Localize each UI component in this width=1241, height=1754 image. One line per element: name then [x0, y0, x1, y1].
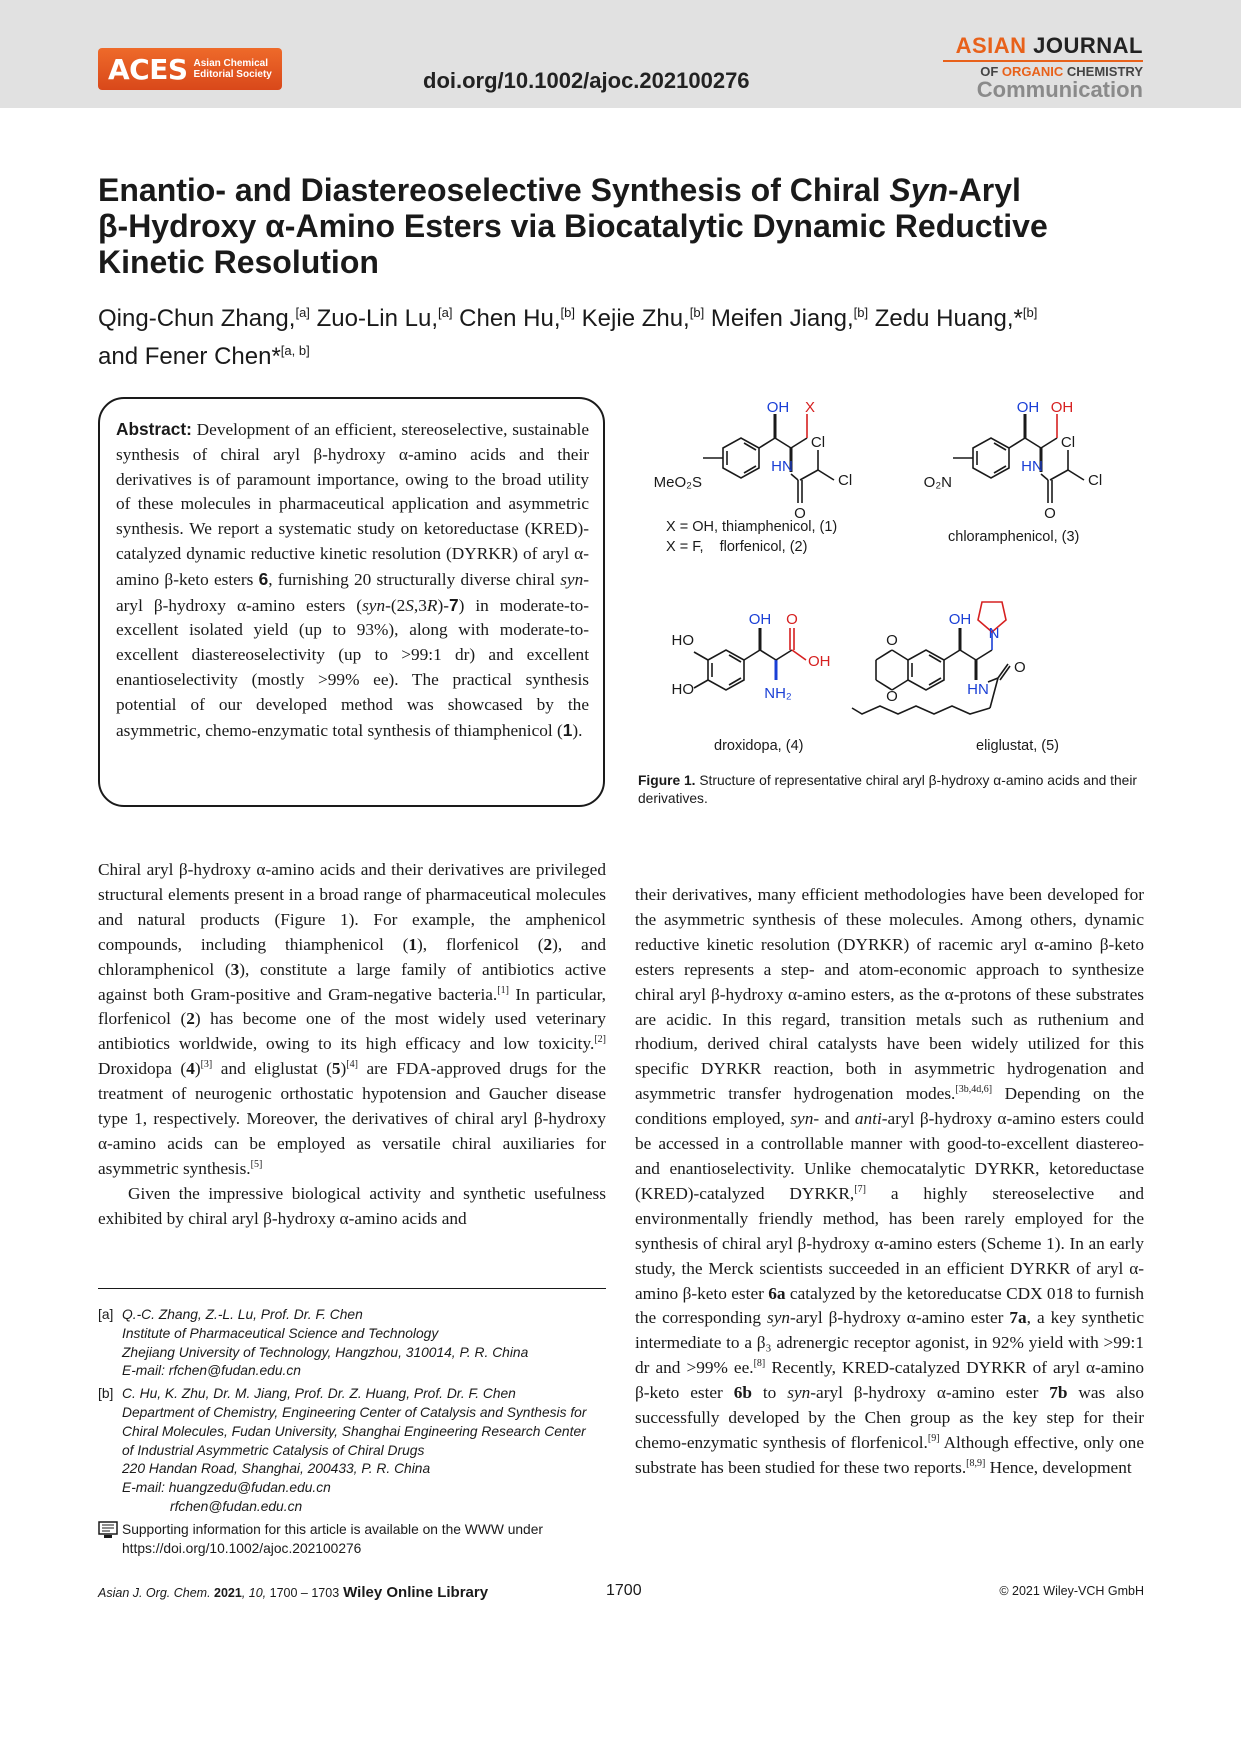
- figure-1-structures: [638, 388, 1148, 768]
- label-n: N: [988, 625, 1000, 642]
- label-droxidopa: droxidopa, (4): [714, 738, 804, 754]
- label-oh: OH: [948, 611, 972, 628]
- supporting-info: [98, 1521, 606, 1559]
- article-title: Enantio- and Diastereoselective Synthesis of Chiral Syn-Aryl β-Hydroxy α-Amino Esters via Biocatalytic Dynamic Reductive Kinetic Resolution: [98, 172, 1048, 280]
- label-florfenicol: X = F, florfenicol, (2): [666, 539, 808, 555]
- page-number: 1700: [606, 1582, 642, 1599]
- label-hn: HN: [771, 458, 793, 475]
- doi-link[interactable]: doi.org/10.1002/ajoc.202100276: [423, 68, 750, 93]
- author-list: Qing-Chun Zhang,[a] Zuo-Lin Lu,[a] Chen Hu,[b] Kejie Zhu,[b] Meifen Jiang,[b] Zedu Huang,*[b] and Fener Chen*[a, b]: [98, 305, 1038, 370]
- copyright: © 2021 Wiley-VCH GmbH: [999, 1584, 1144, 1598]
- label-eliglustat: eliglustat, (5): [976, 738, 1060, 754]
- footnote-b-body: C. Hu, K. Zhu, Dr. M. Jiang, Prof. Dr. Z. Huang, Prof. Dr. F. Chen Department of Chemistry, Engineering Center of Catalysis and Synthesis for Chiral Molecules, Fudan University, Shanghai Engineering Research Center of Industrial Asymmetric Catalysis of Chiral Drugs 220 Handan Road, Shanghai, 200433, P. R. China E-mail: huangzedu@fudan.edu.cn rfchen@fudan.edu.cn: [122, 1386, 587, 1514]
- figure-caption: Figure 1. Structure of representative chiral aryl β-hydroxy α-amino acids and their derivatives.: [638, 773, 1138, 806]
- label-cl: Cl: [1088, 472, 1103, 489]
- label-oh: OH: [808, 653, 831, 670]
- structure-droxidopa: [694, 628, 806, 690]
- label-oh: OH: [766, 399, 790, 416]
- label-cl: Cl: [810, 434, 826, 451]
- label-x: X: [804, 399, 816, 416]
- label-o: O: [886, 632, 898, 649]
- label-hn: HN: [967, 681, 989, 698]
- label-meo2s: MeO₂S: [653, 474, 702, 491]
- label-o: O: [1014, 659, 1026, 676]
- paragraph: Chiral aryl β-hydroxy α-amino acids and their derivatives are privileged structural elements present in a broad range of pharmaceutical molecules and natural products (Figure 1). For example, the amphenicol compounds, including thiamphenicol (1), florfenicol (2), and chloramphenicol (3), constitute a large family of antibiotics active against both Gram-positive and Gram-negative bacteria.[1] In particular, florfenicol (2) has become one of the most widely used veterinary antibiotics worldwide, owing to its high efficacy and low toxicity.[2] Droxidopa (4)[3] and eliglustat (5)[4] are FDA-approved drugs for the treatment of neurogenic orthostatic hypotension and Gaucher disease type 1, respectively. Moreover, the derivatives of chiral aryl β-hydroxy α-amino acids can be employed as versatile chiral auxiliaries for asymmetric synthesis.[5]: [98, 860, 606, 1178]
- body-column-right: [635, 883, 1144, 1481]
- figure-1: [638, 388, 1148, 768]
- label-oh: OH: [1050, 399, 1074, 416]
- body-column-left: [98, 858, 606, 1232]
- aces-logo: [98, 48, 282, 90]
- paragraph: their derivatives, many efficient methodologies have been developed for the asymmetric synthesis of these molecules. Among others, dynamic reductive kinetic resolution (DYRKR) of racemic aryl α-amino β-keto esters represents a step- and atom-economic approach to synthesize chiral aryl β-hydroxy α-amino esters, as the α-protons of these substrates are acidic. In this regard, transition metals such as ruthenium and rhodium, derived chiral catalysts have been widely utilized for this specific DYRKR reaction, both in asymmetric hydrogenation and asymmetric transfer hydrogenation modes.[3b,4d,6] Depending on the conditions employed, syn- and anti-aryl β-hydroxy α-amino esters could be accessed in a controllable manner with good-to-excellent diastereo- and enantioselectivity. Unlike chemocatalytic DYRKR, ketoreductase (KRED)-catalyzed DYRKR,[7] a highly stereoselective and environmentally friendly method, has been rarely employed for the synthesis of chiral aryl β-hydroxy α-amino esters (Scheme 1). In an early study, the Merck scientists succeeded in an efficient DYRKR of aryl α-amino β-keto ester 6a catalyzed by the ketoreducatse CDX 018 to furnish the corresponding syn-aryl β-hydroxy α-amino ester 7a, a key synthetic intermediate to a β₃ adrenergic receptor agonist, in 92% yield with >99:1 dr and >99% ee.[8] Recently, KRED-catalyzed DYRKR of aryl α-amino β-keto ester 6b to syn-aryl β-hydroxy α-amino ester 7b was also successfully developed by the Chen group as the key step for their chemo-enzymatic synthesis of florfenicol.[9] Although effective, only one substrate has been studied for these two reports.[8,9] Hence, development: [635, 885, 1145, 1477]
- supporting-info-link[interactable]: https://doi.org/10.1002/ajoc.202100276: [122, 1540, 362, 1556]
- computer-monitor-icon: [98, 1521, 122, 1559]
- label-o: O: [786, 611, 798, 628]
- label-ho: HO: [671, 681, 694, 698]
- label-cl: Cl: [838, 472, 853, 489]
- label-thiamphenicol: X = OH, thiamphenicol, (1): [666, 519, 838, 535]
- journal-logo-line2: OF ORGANIC CHEMISTRY: [980, 64, 1143, 79]
- label-ho: HO: [671, 632, 694, 649]
- footnotes: [98, 1306, 606, 1558]
- abstract-box: [98, 397, 605, 807]
- article-type: Communication: [976, 77, 1143, 102]
- footnote-a-body: Q.-C. Zhang, Z.-L. Lu, Prof. Dr. F. Chen Institute of Pharmaceutical Science and Technology Zhejiang University of Technology, Hangzhou, 310014, P. R. China E-mail: rfchen@fudan.edu.cn: [122, 1307, 529, 1379]
- abstract-text: Abstract: Development of an efficient, stereoselective, sustainable synthesis of chiral aryl β-hydroxy α-amino acids and their derivatives is of paramount importance, owing to the broad utility of these molecules in pharmaceutical application and asymmetric synthesis. We report a systematic study on ketoreductase (KRED)-catalyzed dynamic reductive kinetic resolution (DYRKR) of aryl α-amino β-keto esters 6, furnishing 20 structurally diverse chiral syn-aryl β-hydroxy α-amino esters (syn-(2S,3R)-7) in moderate-to-excellent isolated yield (up to 93%), along with moderate-to-excellent diastereoselectivity (up to >99:1 dr) and excellent enantioselectivity (mostly >99% ee). The practical synthesis potential of our developed method was showcased by the asymmetric, chemo-enzymatic total synthesis of thiamphenicol (1).: [116, 419, 589, 740]
- wiley-online-library-logo: Wiley Online Library: [343, 1584, 489, 1601]
- label-o: O: [1044, 505, 1056, 522]
- journal-logo-line1: ASIAN JOURNAL: [955, 33, 1143, 58]
- label-chloramphenicol: chloramphenicol, (3): [948, 529, 1080, 545]
- label-cl: Cl: [1060, 434, 1076, 451]
- aces-logo-subtitle: Asian Chemical Editorial Society: [193, 58, 272, 80]
- aces-logo-text: ACES: [108, 52, 188, 86]
- label-o: O: [794, 505, 806, 522]
- journal-logo-rule: [943, 60, 1143, 62]
- supporting-info-text: Supporting information for this article is available on the WWW under https://doi.org/10.1002/ajoc.202100276: [122, 1521, 543, 1556]
- label-nh2: NH₂: [764, 685, 792, 702]
- label-oh: OH: [748, 611, 772, 628]
- page-footer: [98, 1584, 1144, 1606]
- structure-chloramphenicol: [953, 414, 1084, 503]
- footer-citation: Asian J. Org. Chem. 2021, 10, 1700 – 1703 Wiley Online Library: [98, 1584, 489, 1601]
- structure-thiamphenicol: [703, 414, 834, 503]
- label-o: O: [886, 688, 898, 705]
- paragraph: Given the impressive biological activity and synthetic usefulness exhibited by chiral aryl β-hydroxy α-amino acids and: [98, 1183, 606, 1228]
- label-oh: OH: [1016, 399, 1040, 416]
- label-hn: HN: [1021, 458, 1043, 475]
- footnote-b: [b] C. Hu, K. Zhu, Dr. M. Jiang, Prof. Dr. Z. Huang, Prof. Dr. F. Chen Department of Chemistry, Engineering Center of Catalysis and Synthesis for Chiral Molecules, Fudan University, Shanghai Engineering Research Center of Industrial Asymmetric Catalysis of Chiral Drugs 220 Handan Road, Shanghai, 200433, P. R. China E-mail: huangzedu@fudan.edu.cn rfchen@fudan.edu.cn: [98, 1385, 606, 1517]
- footnote-rule: [98, 1288, 606, 1289]
- footnote-a: [a] Q.-C. Zhang, Z.-L. Lu, Prof. Dr. F. Chen Institute of Pharmaceutical Science and Technology Zhejiang University of Technology, Hangzhou, 310014, P. R. China E-mail: rfchen@fudan.edu.cn: [98, 1306, 606, 1381]
- label-o2n: O₂N: [923, 474, 952, 491]
- journal-logo: [943, 34, 1143, 101]
